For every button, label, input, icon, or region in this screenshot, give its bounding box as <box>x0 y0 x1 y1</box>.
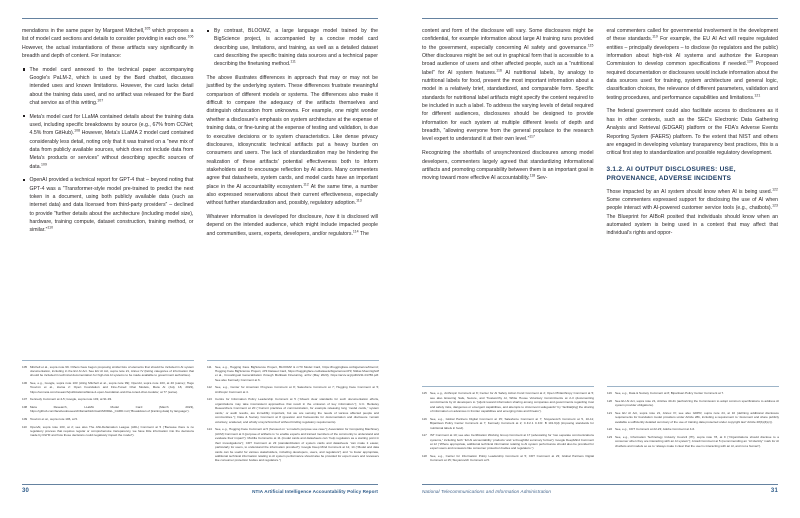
footnote-number: 114 <box>207 427 212 432</box>
footnote-number: 112 <box>207 385 212 390</box>
footnote-entry <box>422 454 594 463</box>
footnote-text: Meta Research, LLaMA Model Card (March 2023), https://github.com/facebookresearch/llama/blob/main/MODEL_CARD.md (“Breakdown of [training data] by language”). <box>30 405 194 414</box>
bullet-marker-icon <box>23 115 25 117</box>
footnote-number: 118 <box>422 454 427 458</box>
list-item-text: The model card annexed to the technical paper accompanying Google's PaLM-2, which is used by the Bard chatbot, discusses intended uses and known limitations. However, the card lacks detail about the training data used, and no artifact was released for the Bard chat service as of this writing. <box>29 66 194 107</box>
page-number: 30 <box>22 488 30 494</box>
footnote-number: 119 <box>607 391 612 396</box>
bullet-list-left-2 <box>207 27 379 69</box>
paragraph-text-c: Proposed required documentation or disclosures would include information about the data sources used for training, system architecture and general logic, classification choices, the relevance of different parameters, validation and testing procedures, and performance capabilities and limitations. <box>606 61 778 101</box>
footnote-number: 107 <box>22 397 28 402</box>
footnotes-right-column-1 <box>422 386 594 466</box>
emphasis-text: how <box>325 214 335 220</box>
footnote-text: See, e.g., Center for American Progress Comment at 8; Salesforce Comment at 7; Hugging Face Comment at 5; Anthropic Comment at 4. <box>215 385 379 394</box>
page-footer-right <box>422 484 778 496</box>
paragraph-text-c: The <box>358 230 369 237</box>
body-paragraph <box>607 27 779 102</box>
footnote-number: 108 <box>22 405 28 410</box>
footnote-number: 105 <box>22 364 28 369</box>
page-number: 31 <box>770 488 778 494</box>
footer-title: National Telecommunications and Information Administration <box>422 488 552 494</box>
footnote-number: 117 <box>422 433 427 438</box>
list-item-text: OpenAI provided a technical report for GPT-4 that – beyond noting that GPT-4 was a “Transformer-style model pre-trained to predict the next token in a document, using both publicly available data (such as internet data) and data licensed from third-party providers” – declined to provide “further details about the architecture (including model size), hardware, training compute, dataset construction, training method, or similar.” <box>29 177 194 234</box>
paragraph-text-a: Those impacted by an AI system should know when AI is being used. <box>606 188 773 195</box>
list-item <box>22 113 194 171</box>
footnote-entry <box>22 381 194 394</box>
footnote-number: 109 <box>22 417 28 422</box>
footnote-ref[interactable]: 106 <box>187 34 194 39</box>
footnote-number: 111 <box>207 364 212 369</box>
right-column-1 <box>422 27 594 317</box>
footnote-separator <box>207 360 379 361</box>
footnote-ref[interactable]: 108 <box>74 128 81 133</box>
footnotes-left-column-2 <box>207 360 379 466</box>
footnote-text: See, e.g., Anthropic Comment at 8; Center for AI Safety Action Fund Comment at 2; Open Philanthropy Comment at 5; see also Ensuring Safe, Secure, and Trustworthy AI, White House Voluntary Commitments at 2-3 (documenting commitments by AI developers to “[w]ork toward information sharing among companies and governments regarding trust and safety risks, dangerous or emergent capabilities, and attempts to circumvent safeguards” by “facilitat[ing] the sharing of information on advances in frontier capabilities and emerging risks and threats”). <box>430 391 594 414</box>
footnote-text: See, e.g., Data & Society Comment at 8; Bipartisan Policy Center Comment at 7. <box>615 391 725 396</box>
lead-text-c: However, the actual instantiations of these artifacts vary significantly in breadth and depth of content. For instance: <box>22 44 194 60</box>
footnote-text: See, e.g., Information Technology Industry Council (ITI), supra note 78, at 9 (“Organizations should disclose to a consumer when they are interacting with an AI system”); Arcadi Comment at 5 (recommending an “AI identity” mark for AI chatbots and models so as to “always make it clear that the user is interacting with an AI, and not a human”). <box>615 434 779 448</box>
paragraph-text-b: it is disclosed will depend on the intended audience, which might include impacted people and communities, users, experts, developers, and/or regulators. <box>206 214 378 237</box>
footnote-separator <box>607 386 779 387</box>
footnote-number: 121 <box>607 410 613 415</box>
body-paragraph <box>422 27 594 144</box>
footnote-ref[interactable]: 120 <box>747 59 753 64</box>
bullet-marker-icon <box>23 179 25 181</box>
list-item <box>207 27 379 69</box>
footnote-ref[interactable]: 110 <box>47 225 54 230</box>
footnote-entry <box>607 399 779 408</box>
list-item-text-b: However, Meta's LLaMA 2 model card contained considerably less detail, noting only that it was trained on a “new mix of data from publicly available sources, which does not include data from Meta's products or services” without describing specific sources of data. <box>29 130 194 170</box>
footnote-entry <box>22 425 194 438</box>
footnote-ref[interactable]: 112 <box>303 181 309 186</box>
footnote-entry <box>207 397 379 424</box>
footnote-ref[interactable]: 111 <box>290 59 296 64</box>
list-item <box>22 176 194 234</box>
body-paragraph <box>207 74 379 208</box>
paragraph-text-a: Whatever information is developed for disclosure, <box>206 214 326 220</box>
footnote-number: 115 <box>422 391 427 396</box>
paragraph-text-c: AI nutritional labels, by analogy to nutritional labels for food, present the most important information about a model in a relatively brief, standardized, and comparable form. Specific standards for nutritional label artifacts might specify the content required to be included in such a label. To address the varying levels of detail required for different audiences, disclosures should be designed to provide information for each system at multiple different levels of depth and breadth, “allowing everyone from the general populace to the research level expert to understand it at their own level.” <box>422 69 594 143</box>
paragraph-text-b: Some commenters expressed support for disclosing the use of AI when people interact with AI-powered customer service tools (e.g., chatbots). <box>606 196 778 212</box>
left-column-1 <box>22 27 194 317</box>
footnote-entry <box>22 365 194 378</box>
footnote-number: 120 <box>607 398 613 403</box>
bullet-marker-icon <box>23 68 25 70</box>
footnote-entry <box>22 397 194 401</box>
right-column-2 <box>607 27 779 317</box>
bullet-list-left-1 <box>22 66 194 235</box>
footnote-ref[interactable]: 122 <box>772 186 778 191</box>
lead-text-a: mendations in the same paper by Margaret Mitchell, <box>22 28 145 34</box>
footnote-entry <box>607 427 779 431</box>
footnotes-right <box>422 386 778 466</box>
footnote-text: See, e.g., Hugging Face Comment at 5 (focused on “a model's purpose use case”); Association for Computing Machinery (ACM) Comment at 3 (purpose of artifacts is “to enable experts and trained members of the community to understand and evaluate their impact”); Mozilla Comments at 11 (model cards and datasheets can “help regulators as a starting point in their investigations”); CDT Comment at 23 (standardization of system cards and datasheets “can make it easier, particularly for users, to understand the information provided”); Google Deep Mind Comment at 12, 14 (“Model and data cards can be useful for various stakeholders, including developers, users, and regulators”) and “to foster appropriate, additional technical information relating to AI system performance should also be provided for expert users and reviewers like consumer protection bodies and regulators.”) <box>215 427 379 463</box>
body-paragraph <box>207 213 379 238</box>
footnote-entry <box>607 435 779 448</box>
footnote-text: OpenAI, supra note 103, at 2; see also The Ahti-Defamation League (ADL) Comment at 5 (“Because there is no regulatory process that requires regular or comprehensive transparency, we have little information into the decisions made by RLHF and how those decisions could negatively impact the model”). <box>30 424 194 438</box>
footnote-text: See, e.g., Global Partners Digital Comment at 15; Salesforce Comment at 7; Stoyanovich Comment at 5, 10-11; Bipartisan Policy Center Comment at 7; Kennedy Comment at 2; C.F.2.1 C.F.R. B 101.9(d) (imposing standards for nutritional labels in food). <box>430 416 594 430</box>
top-rule-left <box>22 18 378 19</box>
footnote-ref[interactable]: 109 <box>41 162 47 167</box>
footnote-entry <box>207 365 379 383</box>
paragraph-text-b: Other disclosures might be set out in graphical form that is accessible to a broad audience of users and other affected people, such as a “nutritional label” for AI system features. <box>422 53 594 76</box>
footnote-text: See, e.g., Center for Information Policy Leadership Comment at 5; CDT Comment at 23; Global Partners Digital Comment at 15; Stoyanovich Comment at 5. <box>430 454 594 463</box>
footnote-ref[interactable]: 118 <box>529 173 536 178</box>
footnote-separator <box>22 360 194 361</box>
bullet-marker-icon <box>207 30 209 32</box>
footnote-ref[interactable]: 115 <box>587 42 594 47</box>
page-footer-left <box>22 484 378 496</box>
footnote-ref[interactable]: 116 <box>496 68 502 72</box>
footnote-number: 122 <box>607 427 613 432</box>
section-heading: 3.1.2. AI OUTPUT DISCLOSURES: USE, PROVENANCE, ADVERSE INCIDENTS <box>606 165 736 182</box>
footnote-text: See, e.g., Hugging Face BigScience Project, BLOOMZ & mT0 Model Card, https://huggingface.co/bigscience/bloomz; Hugging Face BigScience Project, xP3 Dataset Card, https://huggingface.co/datasets/bigscience/xP3; Niklas Muennighoff et al., Crosslingual Generalization through Multitask Finetuning, arXiv (May 2023), https://arxiv.org/pdf/2211.01786.pdf. See also Kennedy Comment at 6. <box>215 364 379 382</box>
footnote-ref[interactable]: 121 <box>754 93 761 98</box>
paragraph-text-a: The federal government could also facilitate access to disclosures as it has in other contexts, such as the SEC's Electronic Data Gathering Analysis and Retrieval (EDGAR) platform or the FDA's Adverse Events Reporting System (FAERS) platform. To the extent that NIST and others are engaged in developing voluntary transparency best practices, this is a critical first step to standardization and possible regulatory development. <box>606 108 778 157</box>
footnote-text: IST Comment at 10; see also Certification Working Group Comment at 17 (advocating for “two separate communications systems,” including both “full AI accountability ‘products’ and ‘a thoughtful summary format’); Google DeepMind Comment at 12 (“Where appropriate, additional technical information relating to AI system performance should also be provided for expert users and reviewers like consumer protection bodies and regulators.”) <box>430 433 594 451</box>
list-item-text: Meta's model card for LLaMA contained details about the training data used, including specific breakdowns by source (e.g., 67% from CCNet; 4.5% from GitHub). <box>29 113 194 137</box>
footnote-separator <box>422 386 594 387</box>
footnotes-left <box>22 360 378 466</box>
footnotes-left-column-1 <box>22 360 194 466</box>
footnote-number: 110 <box>22 424 27 429</box>
list-item <box>22 66 194 108</box>
list-item-text: By contrast, BLOOMZ, a large language model trained by the BigScience project, is accompanied by a concise model card describing use, limitations, and training, as well as a detailed dataset card describing the specific training data sources and a technical paper describing the finetuning method. <box>214 28 378 68</box>
footnote-ref[interactable]: 113 <box>356 198 362 203</box>
footer-rule <box>422 484 778 485</box>
paragraph-text-a: The above illustrates differences in approach that may or may not be justified by the underlying system. These differences frustrate meaningful comparison of different models or systems. The differences also make it difficult to compare the adequacy of the artifacts themselves and distinguish obfuscation from unknowns. For example, one might wonder whether a disclosure's emphasis on system architecture at the expense of training data, or fine-tuning at the expense of testing and validation, is due to executive decisions or to system characteristics. Like dense privacy disclosures, idiosyncratic technical artifacts put a heavy burden on consumers and users. The lack of standardization may be hindering the realization of these artifacts' potential effectiveness both to inform stakeholders and to encourage reflection by AI actors. Many commenters agree that datasheets, system cards, and model cards have an important place in the AI accountability ecosystem. <box>206 75 378 190</box>
footer-title: NTIA Artificial Intelligence Accountability Policy Report <box>252 488 378 494</box>
footnote-entry <box>207 427 379 463</box>
paragraph-text-b: Sev- <box>535 175 548 182</box>
paragraph-text-b: For example, the EU AI Act will require regulated entities – principally developers – to disclose (to regulators and the public) information about high-risk AI systems and authorize the European Commission to develop common specifications if needed. <box>606 36 778 68</box>
top-rule-right <box>422 18 778 19</box>
paragraph-text-b: At the same time, a number also expressed reservations about their current effectiveness, especially without further standardization and, possibly, regulatory adoption. <box>206 183 378 207</box>
footnote-ref[interactable]: 105 <box>144 26 151 31</box>
footnote-text: See, e.g., CDT Comment at 22-23; Adobe Comment at 4-6. <box>615 427 696 432</box>
footnote-number: 106 <box>22 381 28 386</box>
paragraph-text-a: eral commenters called for governmental involvement in the development of these standards. <box>606 28 778 43</box>
footnote-text: Centre for Information Policy Leadership Comment at 5 (“Absent clear standards for such documentation efforts, organizations may take inconsistent approaches that result in the omission of key information.”); U.C. Berkeley Researchers Comment at 20 (“Current practices of communication, for example releasing long ‘model cards,’ ‘system cards,’ or audit results, are incredibly important, but we are sensing the needs of various affected people and communities.”); Data & Society Comment at 8 (question and frameworks for documentation and disclosure ‘remain voluntary, scattered, and wholly unsynchronized’ without binding regulatory requirements). <box>215 397 379 424</box>
body-paragraph <box>607 107 779 157</box>
footnote-ref[interactable]: 123 <box>772 203 778 208</box>
footer-rule <box>22 484 378 485</box>
footnote-entry <box>422 417 594 430</box>
footnote-text: See, e.g., Google, supra note 103 (citing Mitchell et al., supra note 99); OpenAI, supra note 103, at 40 (same); Hugo Touvron et al., Llama 2: Open Foundation and Fine-Tuned Chat Models, Meta AI (July 18, 2023), https://ai.meta.com/research/publications/llama-2-open-foundation-and-fine-tuned-chat-models/, at 77 (same). <box>30 381 194 394</box>
footnotes-right-column-2 <box>607 386 779 466</box>
footnote-number: 116 <box>422 416 427 421</box>
footnote-entry <box>22 417 194 421</box>
footnote-text: Mitchell et al., supra note 99. Others have begun proposing similar lists of elements that should be included in AI system documentation, including in the EU AI Act. See EU AI Act, supra note 21, Annex IV (listing categories of information that should be included in technical documentation for high-risk AI systems to be made available to government authorities). <box>30 364 194 378</box>
footnote-ref[interactable]: 119 <box>652 34 658 39</box>
footnote-entry <box>422 391 594 413</box>
footnote-text: Kennedy Comment at 4-5; Google, supra note 103, at 91-93. <box>30 397 112 402</box>
body-paragraph <box>422 149 594 182</box>
footnote-entry <box>207 385 379 394</box>
footnote-entry <box>22 405 194 414</box>
footnote-ref[interactable]: 107 <box>97 98 104 103</box>
footnote-entry <box>422 433 594 451</box>
footnote-ref[interactable]: 117 <box>529 134 535 139</box>
footnote-text: See EU AI Act, supra note 21, Articles 40-41 (authorizing the Commission to adopt common specifications to address AI system provider obligations). <box>615 398 779 408</box>
footnote-number: 113 <box>207 397 212 402</box>
body-right <box>422 27 778 317</box>
left-column-2 <box>207 27 379 317</box>
paragraph-text-a: Recognizing the shortfalls of unsynchronized disclosures among model developers, commenters largely agreed that standardizing informational artifacts and promoting comparability between them is an important goal in moving toward more effective AI accountability. <box>422 150 594 182</box>
body-left <box>22 27 378 317</box>
lead-text-b: which proposes a list of model card sections and details to consider providing in each one. <box>22 28 194 43</box>
footnote-text: See EU AI Act, supra note 21, Annex IV; see also GDPR, supra note 24, at 10 (defining additional disclosure requirements for foundation model providers under Article 28b, including a requirement to “document and share publicly available a sufficiently detailed summary of the use of training data protected under copyright law” Article 28(b)(4)(c)). <box>615 410 779 424</box>
paragraph-continuation <box>22 27 194 60</box>
page-right <box>400 0 800 518</box>
footnote-text: Touvron et al., supra note 106, at 5. <box>30 417 78 422</box>
footnote-number: 123 <box>607 434 613 439</box>
body-paragraph <box>607 188 779 238</box>
paragraph-text-a: content and form of the disclosure will vary. Some disclosures might be confidential, for example information about large AI training runs provided to the government, especially concerning AI safety and governance. <box>422 28 594 51</box>
footnote-ref[interactable]: 114 <box>352 228 359 233</box>
footnote-entry <box>607 391 779 395</box>
footnote-entry <box>607 411 779 424</box>
paragraph-text-c: The Blueprint for AIBoR posited that individuals should know when an automated system is being used in a context that may affect that individual's rights and oppor- <box>606 213 778 237</box>
